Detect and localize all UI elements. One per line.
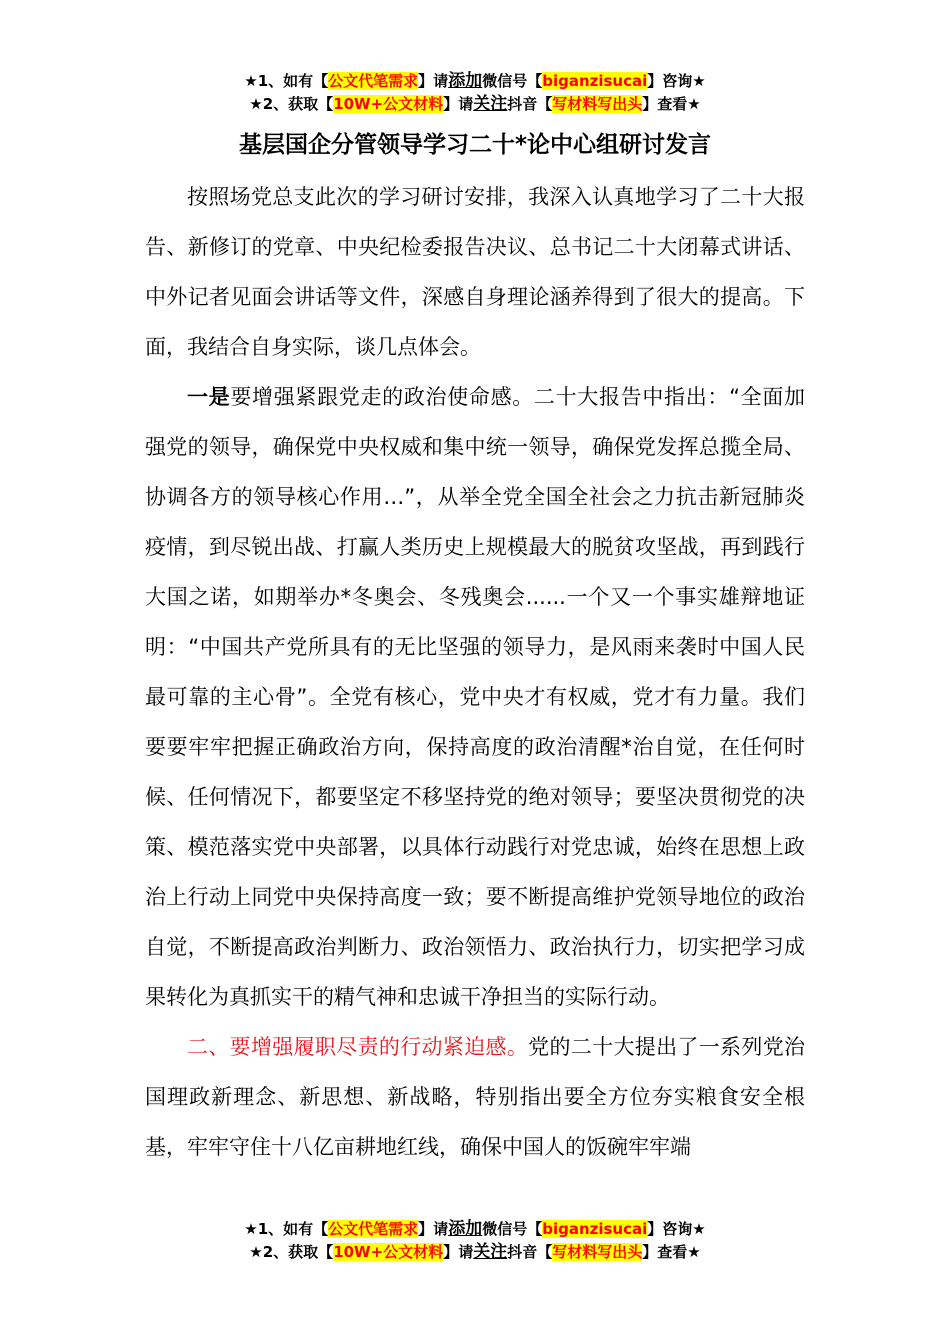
banner-underline: 添加	[448, 71, 483, 91]
banner-wechat-id: biganzisucai	[542, 72, 648, 90]
bottom-banner	[0, 1218, 950, 1264]
banner-highlight: 10W+公文材料	[333, 1243, 444, 1261]
banner-highlight: 公文代笔需求	[328, 1220, 419, 1238]
banner-underline: 关注	[473, 94, 508, 114]
banner-line-2: ★2、获取【10W+公文材料】请关注抖音【写材料写出头】查看★	[249, 1242, 701, 1262]
document-title: 基层国企分管领导学习二十*论中心组研讨发言	[238, 132, 712, 158]
banner-line-2: ★2、获取【10W+公文材料】请关注抖音【写材料写出头】查看★	[249, 94, 701, 114]
paragraph-lead: 一是	[187, 385, 231, 409]
paragraph-point-two: 二、要增强履职尽责的行动紧迫感。党的二十大提出了一系列党治国理政新理念、新思想、新战略，特别指出要全方位夯实粮食安全根基，牢牢守住十八亿亩耕地红线，确保中国人的饭碗牢牢端	[145, 1035, 806, 1159]
document-body	[145, 172, 805, 1172]
banner-underline: 添加	[448, 1219, 483, 1239]
banner-line-1: ★1、如有【公文代笔需求】请添加微信号【biganzisucai】咨询★	[244, 71, 706, 91]
banner-highlight: 10W+公文材料	[333, 95, 444, 113]
banner-douyin-id: 写材料写出头	[552, 95, 643, 113]
paragraph-point-one: 一是要增强紧跟党走的政治使命感。二十大报告中指出：“全面加强党的领导，确保党中央权威和集中统一领导，确保党发挥总揽全局、协调各方的领导核心作用…”，从举全党全国全社会之力抗击新冠肺炎疫情，到尽锐出战、打赢人类历史上规模最大的脱贫攻坚战，再到践行大国之诺，如期举办*冬奥会、冬残奥会......一个又一个事实雄辩地证明：“中国共产党所具有的无比坚强的领导力，是风雨来袭时中国人民最可靠的主心骨”。全党有核心，党中央才有权威，党才有力量。我们要要牢牢把握正确政治方向，保持高度的政治清醒*治自觉，在任何时候、任何情况下，都要坚定不移坚持党的绝对领导；要坚决贯彻党的决策、模范落实党中央部署，以具体行动践行对党忠诚，始终在思想上政治上行动上同党中央保持高度一致；要不断提高维护党领导地位的政治自觉，不断提高政治判断力、政治领悟力、政治执行力，切实把学习成果转化为真抓实干的精气神和忠诚干净担当的实际行动。	[145, 385, 805, 1009]
top-banner	[0, 70, 950, 116]
banner-wechat-id: biganzisucai	[542, 1220, 648, 1238]
banner-underline: 关注	[473, 1242, 508, 1262]
paragraph-lead-red: 二、要增强履职尽责的行动紧迫感。	[187, 1035, 529, 1059]
paragraph-intro: 按照场党总支此次的学习研讨安排，我深入认真地学习了二十大报告、新修订的党章、中央纪检委报告决议、总书记二十大闭幕式讲话、中外记者见面会讲话等文件，深感自身理论涵养得到了很大的提高。下面，我结合自身实际，谈几点体会。	[145, 185, 805, 359]
banner-highlight: 公文代笔需求	[328, 72, 419, 90]
banner-line-1: ★1、如有【公文代笔需求】请添加微信号【biganzisucai】咨询★	[244, 1219, 706, 1239]
banner-douyin-id: 写材料写出头	[552, 1243, 643, 1261]
